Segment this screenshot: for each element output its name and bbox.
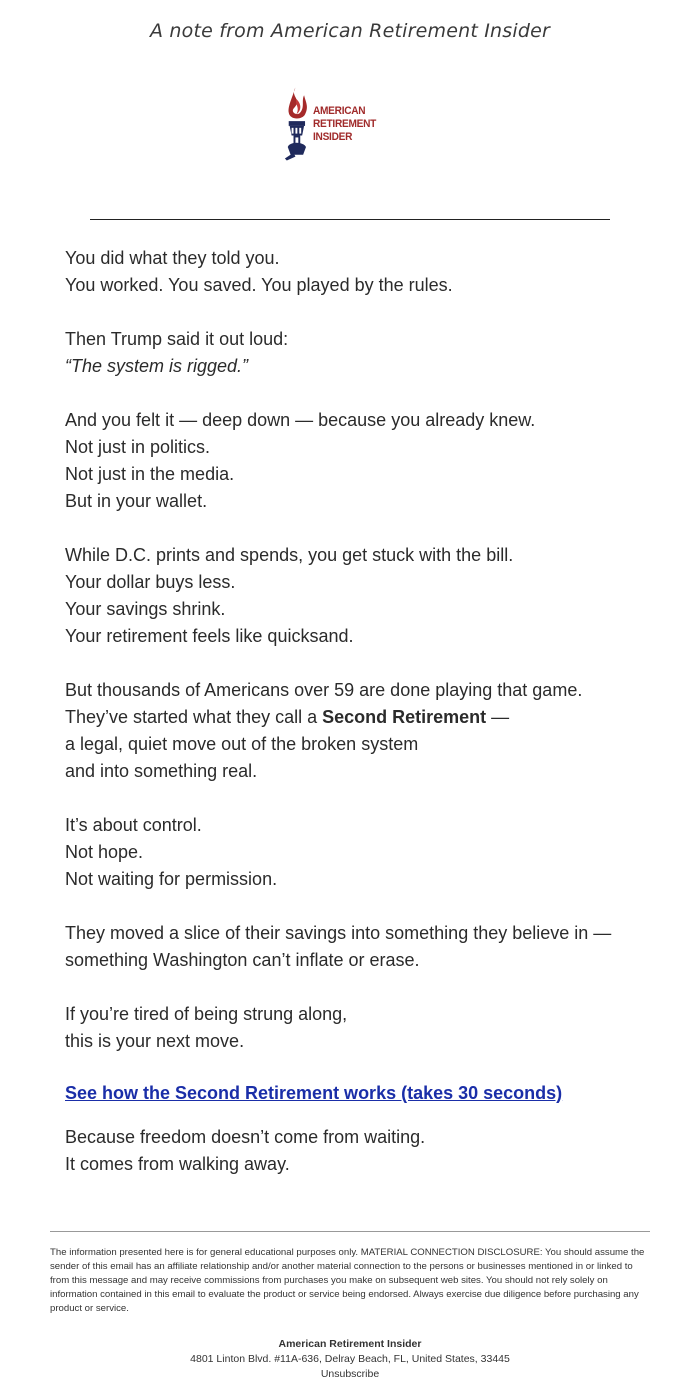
body-line: But in your wallet. (65, 491, 208, 511)
body-line: It’s about control. (65, 815, 202, 835)
body-line: Your retirement feels like quicksand. (65, 626, 354, 646)
second-retirement-cta-link[interactable]: See how the Second Retirement works (takes 30 seconds) (65, 1083, 563, 1103)
closing-lines (65, 1124, 425, 1178)
body-text: — (486, 707, 510, 727)
paragraph-8 (65, 1001, 645, 1055)
body-line: a legal, quiet move out of the broken system (65, 734, 419, 754)
body-line: Not hope. (65, 842, 144, 862)
paragraph-6 (65, 812, 645, 893)
closing-line: Because freedom doesn’t come from waiting. (65, 1127, 426, 1147)
footer-address: 4801 Linton Blvd. #11A-636, Delray Beach, FL, United States, 33445 (190, 1353, 510, 1365)
body-line: You did what they told you. (65, 248, 280, 268)
body-line: You worked. You saved. You played by the rules. (65, 275, 453, 295)
body-line: And you felt it — deep down — because you already knew. (65, 410, 536, 430)
body-line: While D.C. prints and spends, you get stuck with the bill. (65, 545, 514, 565)
footer-company-name: American Retirement Insider (278, 1338, 422, 1350)
body-line: something Washington can’t inflate or erase. (65, 950, 420, 970)
body-line: Your savings shrink. (65, 599, 226, 619)
paragraph-2 (65, 326, 645, 380)
body-line: this is your next move. (65, 1031, 245, 1051)
logo-wordmark (313, 105, 413, 144)
paragraph-4 (65, 542, 645, 650)
body-line: and into something real. (65, 761, 258, 781)
unsubscribe-link[interactable]: Unsubscribe (320, 1368, 380, 1380)
paragraph-5 (65, 677, 645, 785)
email-header-note: A note from American Retirement Insider (149, 20, 551, 42)
second-retirement-emphasis: Second Retirement (322, 707, 487, 727)
trump-quote: “The system is rigged.” (65, 356, 249, 376)
body-line: Not just in the media. (65, 464, 235, 484)
body-line: But thousands of Americans over 59 are done playing that game. (65, 680, 583, 700)
paragraph-7 (65, 920, 645, 974)
body-line: Not just in politics. (65, 437, 211, 457)
body-text: They’ve started what they call a (65, 707, 323, 727)
paragraph-1 (65, 245, 645, 299)
logo-line-2: RETIREMENT INSIDER (312, 117, 376, 143)
body-line: Your dollar buys less. (65, 572, 236, 592)
email-footer (0, 1337, 700, 1382)
email-body (65, 245, 645, 1082)
paragraph-3 (65, 407, 645, 515)
body-line (65, 704, 645, 731)
torch-icon (282, 84, 311, 164)
body-line: Then Trump said it out loud: (65, 329, 289, 349)
footer-divider (50, 1231, 650, 1232)
logo-line-1: AMERICAN (312, 104, 366, 117)
body-line: If you’re tired of being strung along, (65, 1004, 348, 1024)
header-divider (90, 219, 610, 220)
body-line: They moved a slice of their savings into something they believe in — (65, 923, 612, 943)
brand-logo[interactable] (282, 84, 422, 164)
material-connection-disclosure: The information presented here is for general educational purposes only. MATERIAL CONNECTION DISCLOSURE: You should assume the sender of this email has an affiliate relationship and/or another material connection to the persons or businesses mentioned in or linked to from this message and may receive commissions from purchases you make on subsequent web sites. You should not rely solely on information contained in this email to evaluate the product or service being endorsed. Always exercise due diligence before purchasing any product or service. (50, 1247, 645, 1314)
body-line: Not waiting for permission. (65, 869, 278, 889)
closing-line: It comes from walking away. (65, 1154, 290, 1174)
